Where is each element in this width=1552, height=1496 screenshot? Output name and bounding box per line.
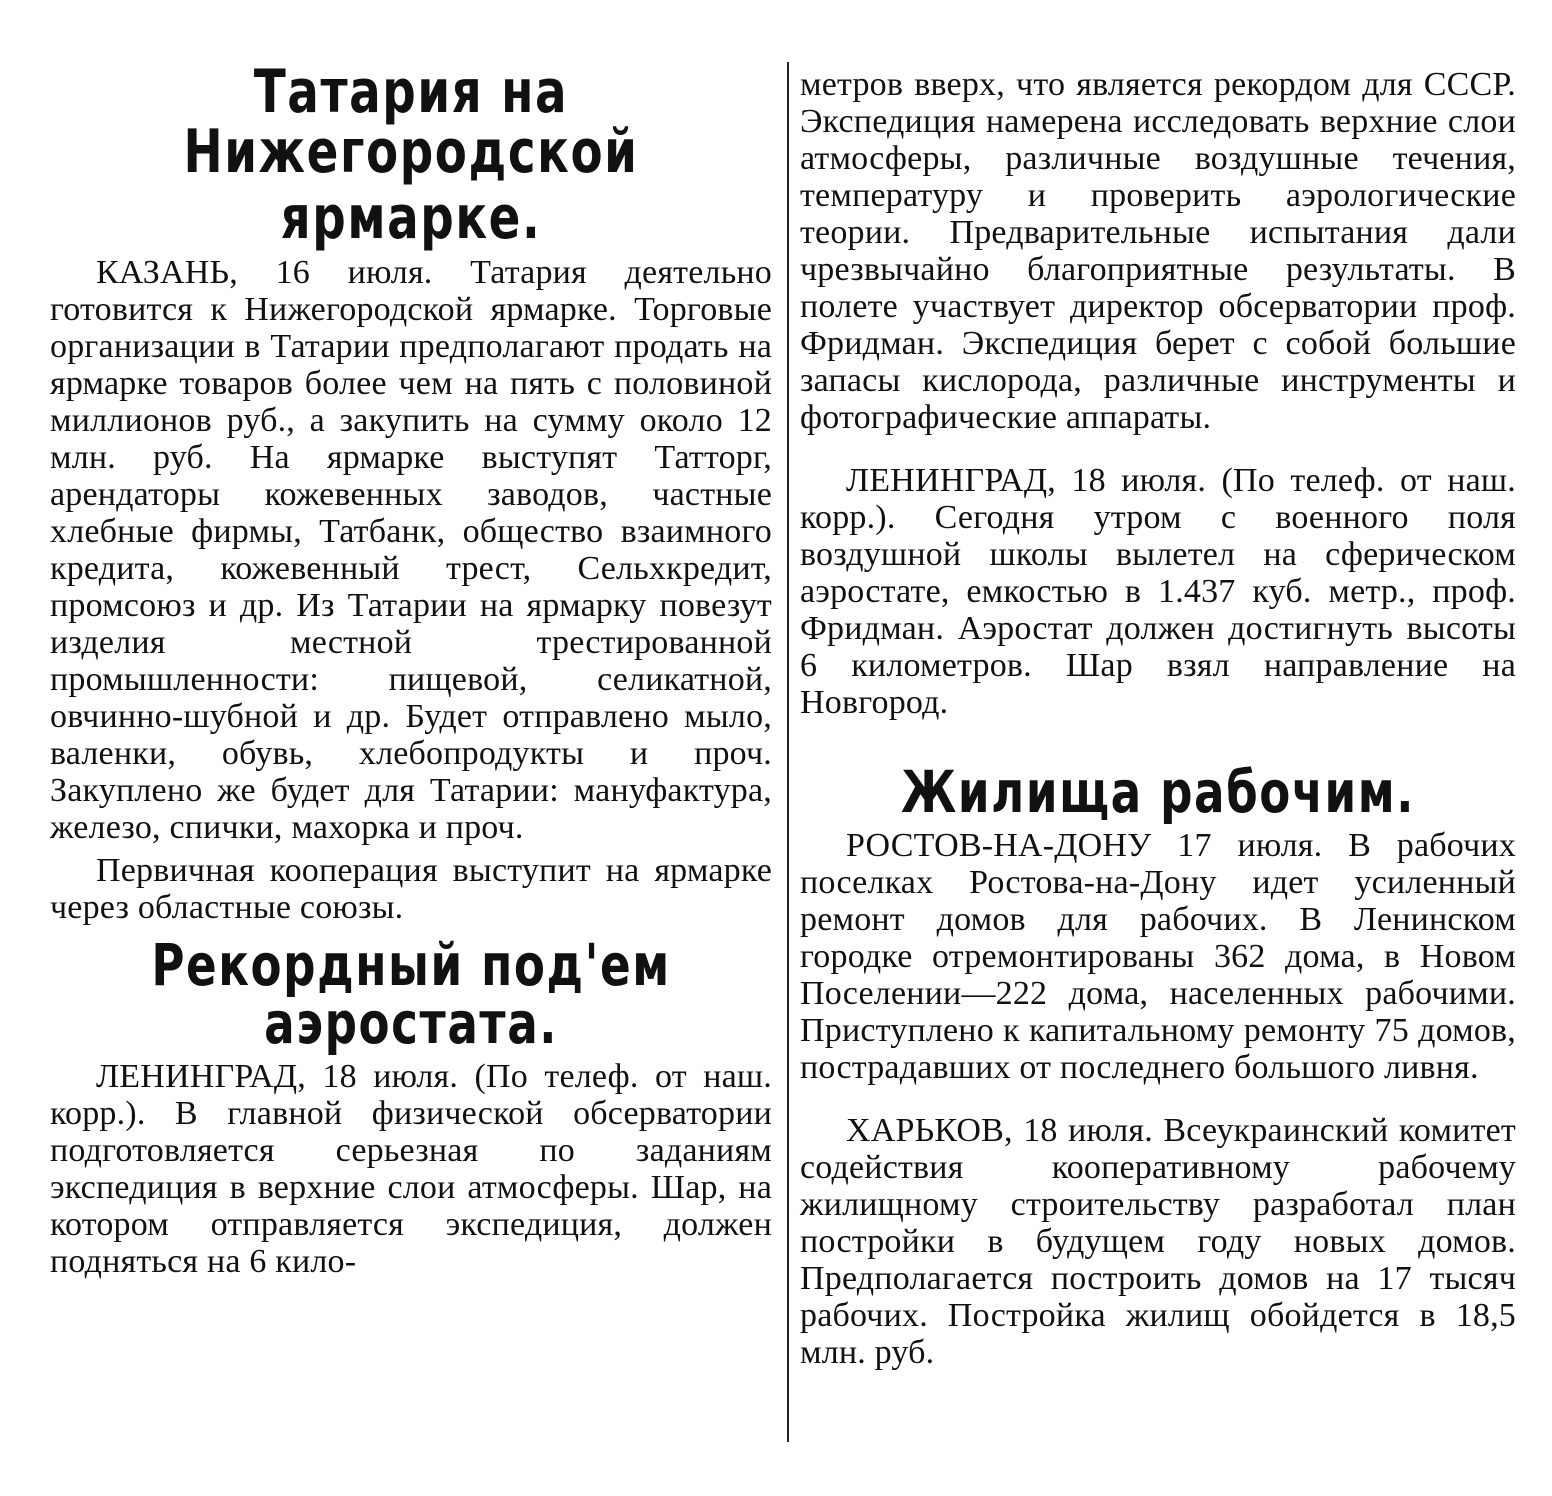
article-tataria-headline-line1: Татария на Нижегородской bbox=[183, 57, 639, 187]
article-aerostat-flight-report: ЛЕНИНГРАД, 18 июля. (По телеф. от наш. корр.). Сегодня утром с военного поля воздушной школы вылетел на сферическом аэростате, емкостью в 1.437 куб. метр., проф. Фридман. Аэростат должен достигнуть высоты 6 километров. Шар взял направление на Новгород. bbox=[800, 462, 1516, 721]
article-tataria-cooperation: Первичная кооперация выступит на ярмарке через областные союзы. bbox=[50, 852, 772, 926]
column-divider bbox=[787, 62, 789, 1442]
article-housing-headline: Жилища рабочим. bbox=[900, 758, 1416, 826]
article-aerostat-body-start: ЛЕНИНГРАД, 18 июля. (По телеф. от наш. корр.). В главной физической обсерватории подготовляется серьезная по заданиям экспедиция в верхние слои атмосферы. Шар, на котором отправляется экспедиция, должен подняться на 6 кило- bbox=[50, 1058, 772, 1280]
left-column bbox=[50, 57, 772, 1280]
article-aerostat-body-continued: метров вверх, что является рекордом для СССР. Экспедиция намерена исследовать верхние слои атмосферы, различные воздушные течения, температуру и проверить аэрологические теории. Предварительные испытания дали чрезвычайно благоприятные результаты. В полете участвует директор обсерватории проф. Фридман. Экспедиция берет с собой большие запасы кислорода, различные инструменты и фотографические аппараты. bbox=[800, 66, 1516, 436]
article-housing-kharkov: ХАРЬКОВ, 18 июля. Всеукраинский комитет содействия кооперативному рабочему жилищному строительству разработал план постройки в будущем году новых домов. Предполагается построить домов на 17 тысяч рабочих. Постройка жилищ обойдется в 18,5 млн. руб. bbox=[800, 1112, 1516, 1371]
right-column bbox=[800, 66, 1516, 1371]
article-tataria-body: КАЗАНЬ, 16 июля. Татария деятельно готовится к Нижегородской ярмарке. Торговые организации в Татарии предполагают продать на ярмарке товаров более чем на пять с половиной миллионов руб., а закупить на сумму около 12 млн. руб. На ярмарке выступят Татторг, арендаторы кожевенных заводов, частные хлебные фирмы, Татбанк, общество взаимного кредита, кожевенный трест, Сельхкредит, промсоюз и др. Из Татарии на ярмарку повезут изделия местной трестированной промышленности: пищевой, селикатной, овчинно-шубной и др. Будет отправлено мыло, валенки, обувь, хлебопродукты и проч. Закуплено же будет для Татарии: мануфактура, железо, спички, махорка и проч. bbox=[50, 254, 772, 846]
article-housing-rostov: РОСТОВ-НА-ДОНУ 17 июля. В рабочих поселках Ростова-на-Дону идет усиленный ремонт домов для рабочих. В Ленинском городке отремонтированы 362 дома, в Новом Поселении—222 дома, населенных рабочими. Приступлено к капитальному ремонту 75 домов, пострадавших от последнего большого ливня. bbox=[800, 827, 1516, 1086]
article-aerostat-headline: Рекордный под'ем аэростата. bbox=[151, 931, 671, 1057]
article-tataria-headline-line2: ярмарке. bbox=[280, 183, 542, 253]
